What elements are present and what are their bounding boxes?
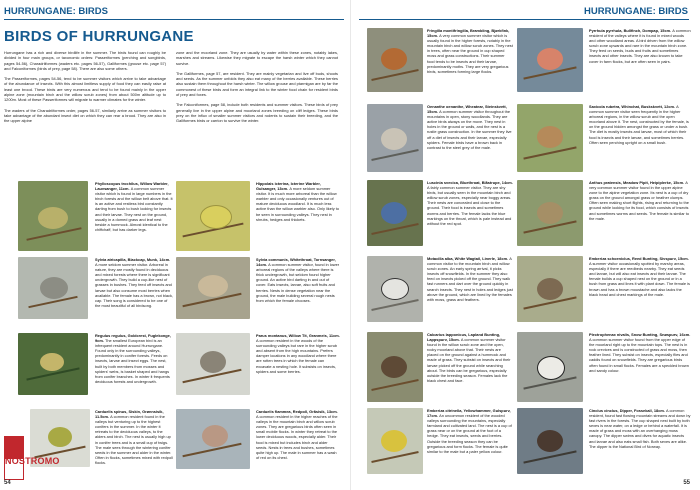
species-description: A common visitor to the mountain birch and willow scrub zones. An early spring arrival, it picks insects off snowfields. In the summer they also feed on insects picked off the ground. They walk fast runners and dart over the ground quickly in search insects. They nest in holes and ledges just above the ground, which are lined by the females with moss, grass and feathers. (427, 256, 513, 302)
species-description: A more seldom summer visitor. It is much more arboreal than the willow warbler and only occasionally ventures out of mature deciduous woodland. It is much less active than the willow warbler also. Only likely to be seen in surrounding valleys. They nest in shrubs, hedges and thickets. (256, 186, 340, 222)
species-name: Hippolais icterina, Icterine Warbler, Gulsanger, 13cm. (256, 181, 321, 192)
species-description: An uncommon resident of the wooded valleys surrounding the mountains, especially farmland and cultivated land. The nest is a cup of grass near or on the ground at the foot of a hedge. They eat insects, seeds and berries. Outside the breeding season they can be gregarious and form flocks. The female is quite similar to the male but a paler yellow colour. (427, 413, 512, 454)
species-description: A common summer visitor, found in lower arboreal regions of the valleys where there is thick undergrowth, but seldom found higher ground. An active bird darting in and out of cover. Eats insects, larvae, also soft fruits and berries. Nests in dense vegetation near the ground, the male building several rough nests from which the female chooses. (256, 262, 340, 303)
bird-photo-whitethroat (176, 257, 250, 319)
bird-photo-icterine-warbler (176, 181, 250, 251)
species-entry (589, 180, 691, 252)
header-rule-right (359, 19, 689, 20)
species-description: A common resident of the valleys where it is found in mixed woods and other woodland areas. A bird driven from the willow scrub zone upwards and rare in the mountain birch zone. They feed on seeds, buds and fruits and sometimes insects and other insects. They are also known to take cover in farm flocks, but are often seen in pairs. (589, 28, 691, 64)
publisher-logo-text: NOSTROMO (5, 456, 60, 466)
bird-photo-goldcrest (18, 333, 88, 395)
species-entry (427, 180, 513, 252)
species-description: A common resident in the higher reaches of the valleys in the mountain birch and willow scrub zones. They are gregarious birds often seen in small mobile flocks. In winter they retreat to the lower deciduous woods, especially alder. Their food is mixed but includes birch and alder seeds. Nests in trees and bushes, sometimes quite high up. The male in summer has a wash of red on its chest. (256, 414, 338, 460)
bird-photo-bullfinch (517, 28, 583, 92)
intro-paragraph: The waders of the Charadriiformes order, pages 56-57, similarly arrive as summer visitors to take advantage of the abundant insect diet on which they can rear a brood. They are also in the upper alpine (4, 107, 166, 124)
species-description: A very common summer visitor which is usually found in the higher forests, notably in the mountain birch and willow scrub zones. They nest in trees, often near the ground in cup shaped moss and grass constructions. Their summer food tends to be insects and their larvae, predominantly moths. They are very gregarious birds, sometimes forming large flocks. (427, 33, 513, 74)
species-description: A very common summer visitor found in the upper alpine zone to the alpine vegetation zone. Its nest is a cup of dry grass on the ground amongst grass or heather clumps. Often seen making short flights, rising and returning to the ground while looking for its food, which consists of insects and sometimes worms and seeds. The female is similar to the male. (589, 180, 690, 221)
species-description: A common summer visitor which is found in large numbers in the birch forests and the willow belt above that. It is an active and restless bird constantly darting from bush to bush looking for insects and their larvae. They nest on the ground, usually in a domed grass and leaf nest beside a hummock. Almost identical to the chiffchaff, but has darker legs. (95, 186, 173, 232)
species-name: Carduelis spinus, Siskin, Grønnsisik, 11.5cm. (95, 409, 164, 420)
species-description: A common summer visitor throughout the mountains in open, stony woodlands. They are active birds always on the move. They nest in holes in the ground or walls, and the nest is a rustle grass construction. In the summer they live off a diet of insects and their larvae, especially spiders. Female birds have a brown back in contrast to the steel grey of the male. (427, 109, 512, 150)
species-name: Motacilla alba, White Wagtail, Linerle, 18cm. (427, 256, 510, 261)
bird-photo-blackcap (18, 257, 88, 319)
intro-paragraph: The Falconiformes, page 58, include both residents and summer visitors. These birds of prey generally live in the upper alpine and moorland zones breeding on cliff ledges. These birds prey on the influx of smaller summer visitors and rodents to sustain their breeding, and the Galliformes birds or carrion to survive the winter. (176, 102, 338, 124)
bird-photo-brambling (367, 28, 423, 92)
species-entry (256, 409, 340, 481)
intro-column-2 (176, 50, 338, 178)
bird-photo-dipper (517, 408, 583, 474)
species-description: A fairly common summer visitor. They are shy birds, but usually seen in the mountain birch and willow scrub zones, especially near boggy areas. Their nests are concealed and close to the ground. Their food is insects and sometimes worms and berries. The female lacks the blue markings on the throat, which is pale instead and without the red spot. (427, 185, 512, 226)
species-description: A common resident found in the valleys but venturing up to the highest conifers in the summer. In the winter it retreats to the deciduous valleys, to the alders and birch. The nest is usually high up in conifer trees and is a small cup of twigs. The male sees through the wintering conifer seeds in the summer and alder in the winter. Often in flocks, sometimes mixed with redpoll flocks. (95, 414, 173, 465)
species-name: Phylloscopus trochilus, Willow Warbler, Lauvsanger, 11cm. (95, 181, 169, 192)
species-entry (427, 104, 513, 176)
page-number-left: 54 (4, 480, 11, 486)
bird-photo-redpoll (176, 409, 250, 469)
species-entry (589, 256, 691, 328)
intro-column-1 (4, 50, 166, 178)
bird-photo-bluethroat (367, 180, 423, 246)
species-description: A more seldom summer visitor. Arboreal in nature, they are mostly found in deciduous and mixed forests where there is significant undergrowth. They build a cup-like nest of grasses in bushes. They feed off insects and larvae but also consume most berries when available. The female has a brown, not black, cap. Their song is considered to be one of the most beautiful of all birdsong. (95, 262, 173, 308)
species-name: Emberiza schoeniclus, Reed Bunting, Sivspurv, 15cm. (589, 256, 689, 261)
species-description: A common resident in the woods of the surrounding valleys but rare in the higher scrub and absent from the high mountains. Prefers damper locations in any woodland where there are rotten trees in which the female can excavate a nesting hole. It subsists on insects, spiders and some berries. (256, 338, 338, 374)
species-entry (95, 409, 173, 481)
species-name: Carduelis flammea, Redpoll, Gråsisik, 13cm. (256, 409, 338, 414)
species-entry (589, 28, 691, 100)
species-name: Cinclus cinclus, Dipper, Fossekall, 18cm. (589, 408, 666, 413)
right-page (350, 0, 700, 490)
species-name: Luscinia svecica, Bluethroat, Blåstrupe, 14cm. (427, 180, 513, 185)
species-entry (589, 408, 691, 480)
intro-paragraph: zone and the moorland zone. They are usually by water within these zones, notably lakes, marshes and streams. Likewise they migrate to escape the harsh winter which they cannot survive. (176, 50, 338, 66)
species-entry (95, 181, 173, 253)
header-rule-left (4, 19, 344, 20)
species-entry (427, 28, 513, 100)
bird-photo-wheatear (367, 104, 423, 172)
species-name: Calcarius lapponicus, Lapland Bunting, Lappspurv, 15cm. (427, 332, 501, 343)
bird-photo-meadow-pipit (517, 180, 583, 246)
bird-photo-yellowhammer (367, 408, 423, 474)
species-entry (589, 332, 691, 404)
species-entry (95, 257, 173, 329)
species-name: Oenanthe oenanthe, Wheatear, Steinskvett, 15cm. (427, 104, 507, 115)
bird-photo-snow-bunting (517, 332, 583, 402)
species-entry (427, 408, 513, 480)
species-name: Regulus regulus, Goldcrest, Fuglekonge, 9cm. (95, 333, 171, 344)
intro-paragraph: Hurrungane has a rich and diverse birdlife in the summer. The birds found can roughly be divided in four main groups, or taxonomic orders: Passeriformes (perching and songbirds, pages 54-56), Charadriiformes (waders etc. pages 56-57), Galliformes (grouse etc. page 57) and Falconiformes (birds of prey, page 58). There are also some others. (4, 50, 166, 71)
species-name: Parus montanus, Willow Tit, Granmeis, 11cm. (256, 333, 340, 338)
bird-photo-reed-bunting (517, 256, 583, 322)
species-entry (427, 256, 513, 328)
species-entry (256, 257, 340, 329)
species-entry (95, 333, 173, 405)
species-name: Sylvia atricapilla, Blackcap, Munk, 14cm. (95, 257, 171, 262)
species-name: Saxicola rubetra, Whinchat, Buskskvett, 12cm. (589, 104, 677, 109)
species-description: The smallest European bird is an infrequent resident around Hurrungane. Found only in the surrounding valleys, predominantly in conifer forests. Feeds on insects, larvae and insect eggs. The nest, built by both members from mosses and spiders' webs, is basket shaped and hangs from conifer branches. In winter it frequents deciduous forests and undergrowth. (95, 338, 170, 384)
species-name: Sylvia communis, Whitethroat, Tornsanger, 14cm. (256, 257, 336, 268)
intro-paragraph: The Passeriformes, pages 54-56, tend to be summer visitors which arrive to take advantage of the abundance of insects. With this almost limitless supply of food they can easily raise at least one brood. These birds are very numerous and tend to be found mainly in the upper alpine zone (mountain birch and the willow scrub zones) from about 500m altitude up to 1200m. Most of these Passeriformes will migrate to warmer climates for the winter. (4, 76, 166, 103)
bird-photo-willow-warbler (18, 181, 88, 251)
bird-photo-whinchat (517, 104, 583, 172)
species-description: A common summer visitor found in the willow scrub zone and the open, rocky moorland above that. Their nests are placed on the ground against a hummock and made of grass. They subsist on insects and their larvae picked off the ground while searching about. The birds can be gregarious, especially outside the breeding season. Females lack the black chest and face. (427, 337, 511, 383)
species-name: Pyrrhula pyrrhula, Bullfinch, Dompap, 15cm. (589, 28, 673, 33)
species-description: A common resident, found fast flowing mountain streams and down by fast rivers in the forests. The cup shaped nest built by both sexes is near water, on a ledge or behind a waterfall. It is made of grass and moss with an overhanging moss canopy. The dipper swims and dives for aquatic insects and larvae and also eats small fish. Both sexes are alike. The dipper is the National Bird of Norway. (589, 408, 691, 449)
page-number-right: 55 (683, 480, 690, 486)
species-description: A common summer visitor found from the upper edge of the moorland right up to the mountain tops. The nest is in rock crevices and is constructed of grass and moss, then feather lined. They subsist on insects, especially flies and caddis found on snowfields. They are gregarious birds often found in small flocks. Females are a speckled brown and sandy colour. (589, 337, 689, 373)
species-name: Anthus pratensis, Meadow Pipit, Heipiplerke, 15cm. (589, 180, 686, 185)
species-entry (256, 181, 340, 253)
species-name: Plectrophenax nivalis, Snow Bunting, Snøspurv, 16cm. (589, 332, 691, 337)
intro-paragraph: The Galliformes, page 57, are resident. They are mainly vegetarian and live off buds, shoots and seeds. As the summer unfolds they also eat many of the berries available. These berries also sustain them throughout the harsh winter. The willow grouse and ptarmigan are by far the commonest of these birds and form an integral link to the winter food chain for resident birds of prey and foxes. (176, 70, 338, 98)
species-entry (256, 333, 340, 405)
running-head-right: HURRUNGANE: BIRDS (584, 6, 688, 17)
species-description: A summer visitor occasionally spotted by marshy areas, especially if there are reedbeds nearby. They eat seeds and larvae, but will also eat insects and their larvae. The female builds a cup shaped nest on the ground or in a bush from grass and lines it with plant down. The female is brown and has a brown moustache and also lacks the black head and chest markings of the male. (589, 261, 690, 297)
page-title: BIRDS OF HURRUNGANE (4, 28, 194, 45)
species-name: Fringilla montifringilla, Brambling, Bjørkfink, 15cm. (427, 28, 510, 39)
species-name: Emberiza citrinella, Yellowhammer, Gulspurv, 17cm. (427, 408, 511, 419)
species-description: A common summer visitor seen frequently in the higher arboreal regions, in the willow scrub and the open moorland above it. The nest, constructed by the female, is on the ground hidden amongst the grass or under a bush. The diet is mostly insects and larvae, most of which their food is insects and their larvae, and sometimes berries. Often seen perching upright on a small bush. (589, 104, 689, 145)
running-head-left: HURRUNGANE: BIRDS (4, 6, 108, 17)
bird-photo-white-wagtail (367, 256, 423, 322)
bird-photo-lapland-bunting (367, 332, 423, 402)
bird-photo-willow-tit (176, 333, 250, 395)
species-entry (427, 332, 513, 404)
species-entry (589, 104, 691, 176)
